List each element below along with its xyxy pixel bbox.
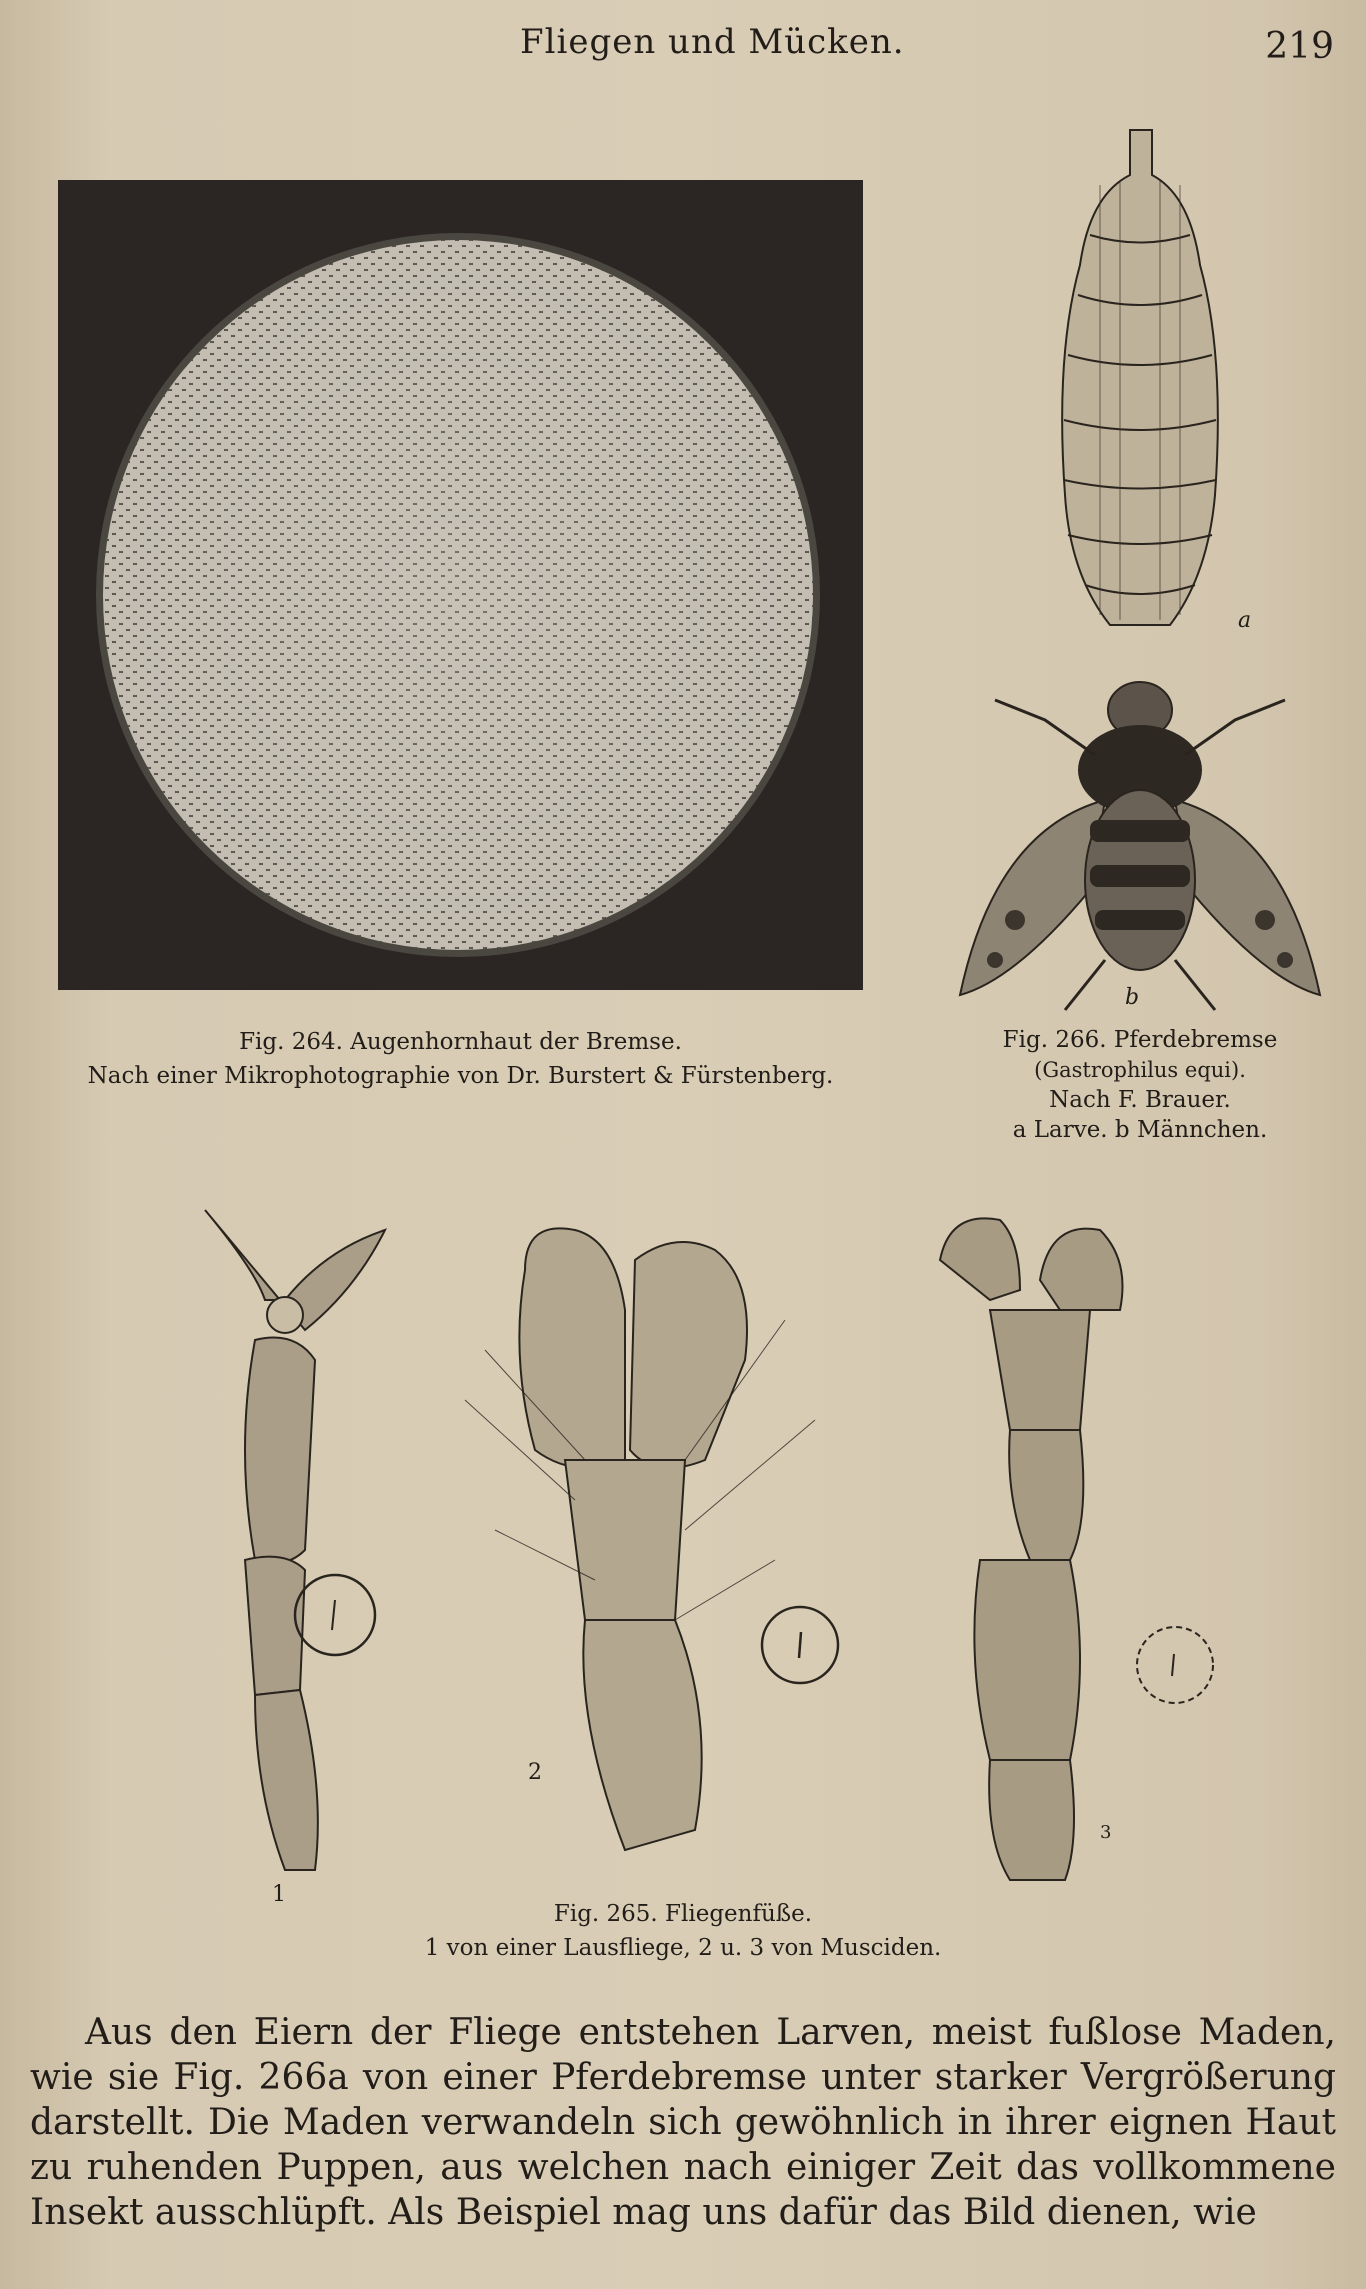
fig266b-fly-drawing xyxy=(955,660,1325,1020)
fig264-caption-title: Fig. 264. Augenhornhaut der Bremse. xyxy=(239,1029,682,1055)
fig265-caption-legend: 1 von einer Lausfliege, 2 u. 3 von Musciden. xyxy=(424,1935,942,1961)
running-title: Fliegen und Mücken. xyxy=(520,22,905,62)
fig265-label-1: 1 xyxy=(272,1882,286,1907)
fig266-label-a: a xyxy=(1238,608,1252,633)
fig264-caption-credit: Nach einer Mikrophotographie von Dr. Burstert & Fürstenberg. xyxy=(87,1063,834,1089)
fig265-label-2: 2 xyxy=(528,1760,542,1785)
fig266-caption-title: Fig. 266. Pferdebremse xyxy=(1002,1027,1278,1053)
fig265-foot-2-drawing xyxy=(455,1200,835,1860)
fig265-foot-2-scale-circle xyxy=(755,1600,845,1690)
body-text xyxy=(30,2010,1336,2235)
page-header xyxy=(0,22,1366,72)
fig265-foot-3-scale-circle xyxy=(1130,1620,1220,1710)
fig265-foot-1-drawing xyxy=(175,1190,405,1880)
fig266-label-b: b xyxy=(1125,985,1140,1010)
fig266-caption-species: (Gastrophilus equi). xyxy=(1034,1058,1246,1082)
fig266-caption xyxy=(960,1025,1320,1145)
fig264-eye-cornea-image xyxy=(58,180,863,990)
fig264-caption xyxy=(58,1025,863,1093)
fig265-foot-1-scale-circle xyxy=(290,1570,380,1660)
fig265-foot-3-drawing xyxy=(920,1200,1160,1890)
fig265-caption xyxy=(300,1897,1066,1965)
fig266-caption-legend: a Larve. b Männchen. xyxy=(1012,1117,1268,1143)
fig266-caption-credit: Nach F. Brauer. xyxy=(1049,1087,1231,1113)
fig265-caption-title: Fig. 265. Fliegenfüße. xyxy=(553,1901,813,1927)
page-number: 219 xyxy=(1265,26,1334,67)
fig265-label-3: 3 xyxy=(1100,1822,1112,1843)
body-paragraph: Aus den Eiern der Fliege entstehen Larven, meist fußlose Maden, wie sie Fig. 266a von einer Pferdebremse unter starker Vergrößerung darstellt. Die Maden verwandeln sich gewöhnlich in ihrer eignen Haut zu ruhenden Puppen, aus welchen nach einiger Zeit das vollkommene Insekt ausschlüpft. Als Beispiel mag uns dafür das Bild dienen, wie xyxy=(30,2012,1336,2233)
fig266a-larva-drawing xyxy=(1040,125,1240,645)
